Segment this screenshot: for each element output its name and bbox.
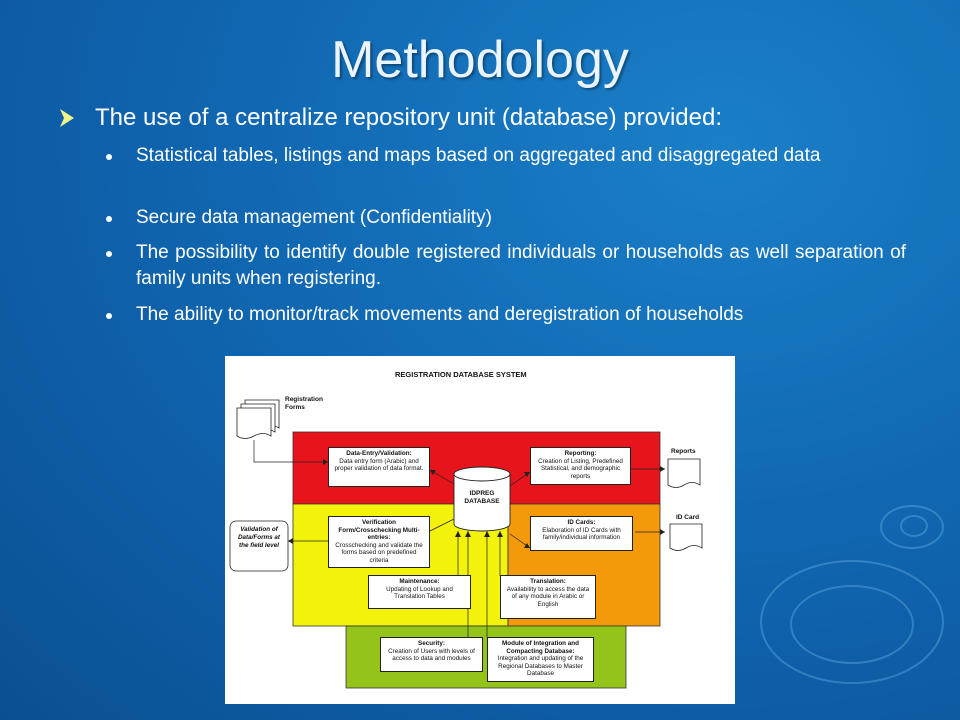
reporting-module [530, 447, 631, 485]
sub-bullet-text: Secure data management (Confidentiality) [136, 207, 492, 228]
security-module [380, 637, 483, 672]
maintenance-module [368, 575, 471, 609]
module-heading: Security: [418, 640, 445, 647]
module-body: Integration and updating of the Regional Databases to Master Database [497, 655, 584, 677]
module-heading: Reporting: [564, 450, 597, 457]
module-heading: Data-Entry/Validation: [346, 450, 412, 457]
registration-database-diagram [225, 356, 735, 704]
validation-label: Validation of Data/Forms at the field level [238, 526, 280, 549]
module-body: Data entry form (Arabic) and proper validation of data format. [334, 457, 424, 472]
translation-module [500, 575, 596, 619]
module-body: Creation of Listing, Predefined Statistical, and demographic reports [538, 457, 623, 480]
database-name: IDPREG [469, 490, 495, 497]
ripple-decoration [900, 515, 928, 537]
id-card-label: ID Card [676, 514, 700, 521]
sub-bullet [104, 302, 904, 328]
reports-label: Reports [671, 448, 696, 455]
bullet-dot-icon [106, 313, 112, 319]
bullet-dot-icon [106, 154, 112, 160]
main-bullet-text: The use of a centralize repository unit (database) provided: [95, 104, 723, 131]
sub-bullet-text: Statistical tables, listings and maps based on aggregated and disaggregated data [136, 145, 821, 166]
data-entry-module [328, 447, 430, 487]
verification-module [328, 516, 430, 568]
module-body: Crosschecking and validate the forms based on predefined criteria [335, 541, 423, 564]
integration-module [487, 637, 594, 682]
module-heading: ID Cards: [567, 519, 596, 526]
module-body: Availability to access the data of any module in Arabic or English [506, 585, 590, 608]
sub-bullet-text: The ability to monitor/track movements and deregistration of households [136, 304, 744, 325]
module-heading: Maintenance: [399, 578, 440, 585]
reports-document-icon [668, 459, 700, 488]
sub-bullet [104, 205, 904, 231]
bullet-dot-icon [106, 251, 112, 257]
module-body: Elaboration of ID Cards with family/individual information [542, 526, 621, 541]
module-body: Creation of Users with levels of access to data and modules [388, 647, 475, 662]
database-label [454, 490, 510, 506]
id-cards-module [530, 516, 633, 551]
bullet-dot-icon [106, 216, 112, 222]
database-sub: DATABASE [464, 498, 500, 505]
slide-title: Methodology [331, 31, 629, 89]
module-heading: Module of Integration and Compacting Database: [502, 640, 579, 655]
sub-bullet [104, 143, 904, 195]
sub-bullet-text: The possibility to identify double registered individuals or households as well separation of family units when registering. [136, 242, 906, 289]
module-body: Updating of Lookup and Translation Tables [386, 585, 453, 600]
registration-forms-label: Registration Forms [285, 396, 323, 411]
arrow-bullet-icon [60, 109, 74, 127]
diagram-title: REGISTRATION DATABASE SYSTEM [395, 370, 527, 379]
ripple-decoration [790, 585, 914, 664]
module-heading: Translation: [530, 578, 566, 585]
sub-bullet [104, 240, 904, 292]
module-heading: Verification Form/Crosschecking Multi-entries: [338, 519, 420, 541]
